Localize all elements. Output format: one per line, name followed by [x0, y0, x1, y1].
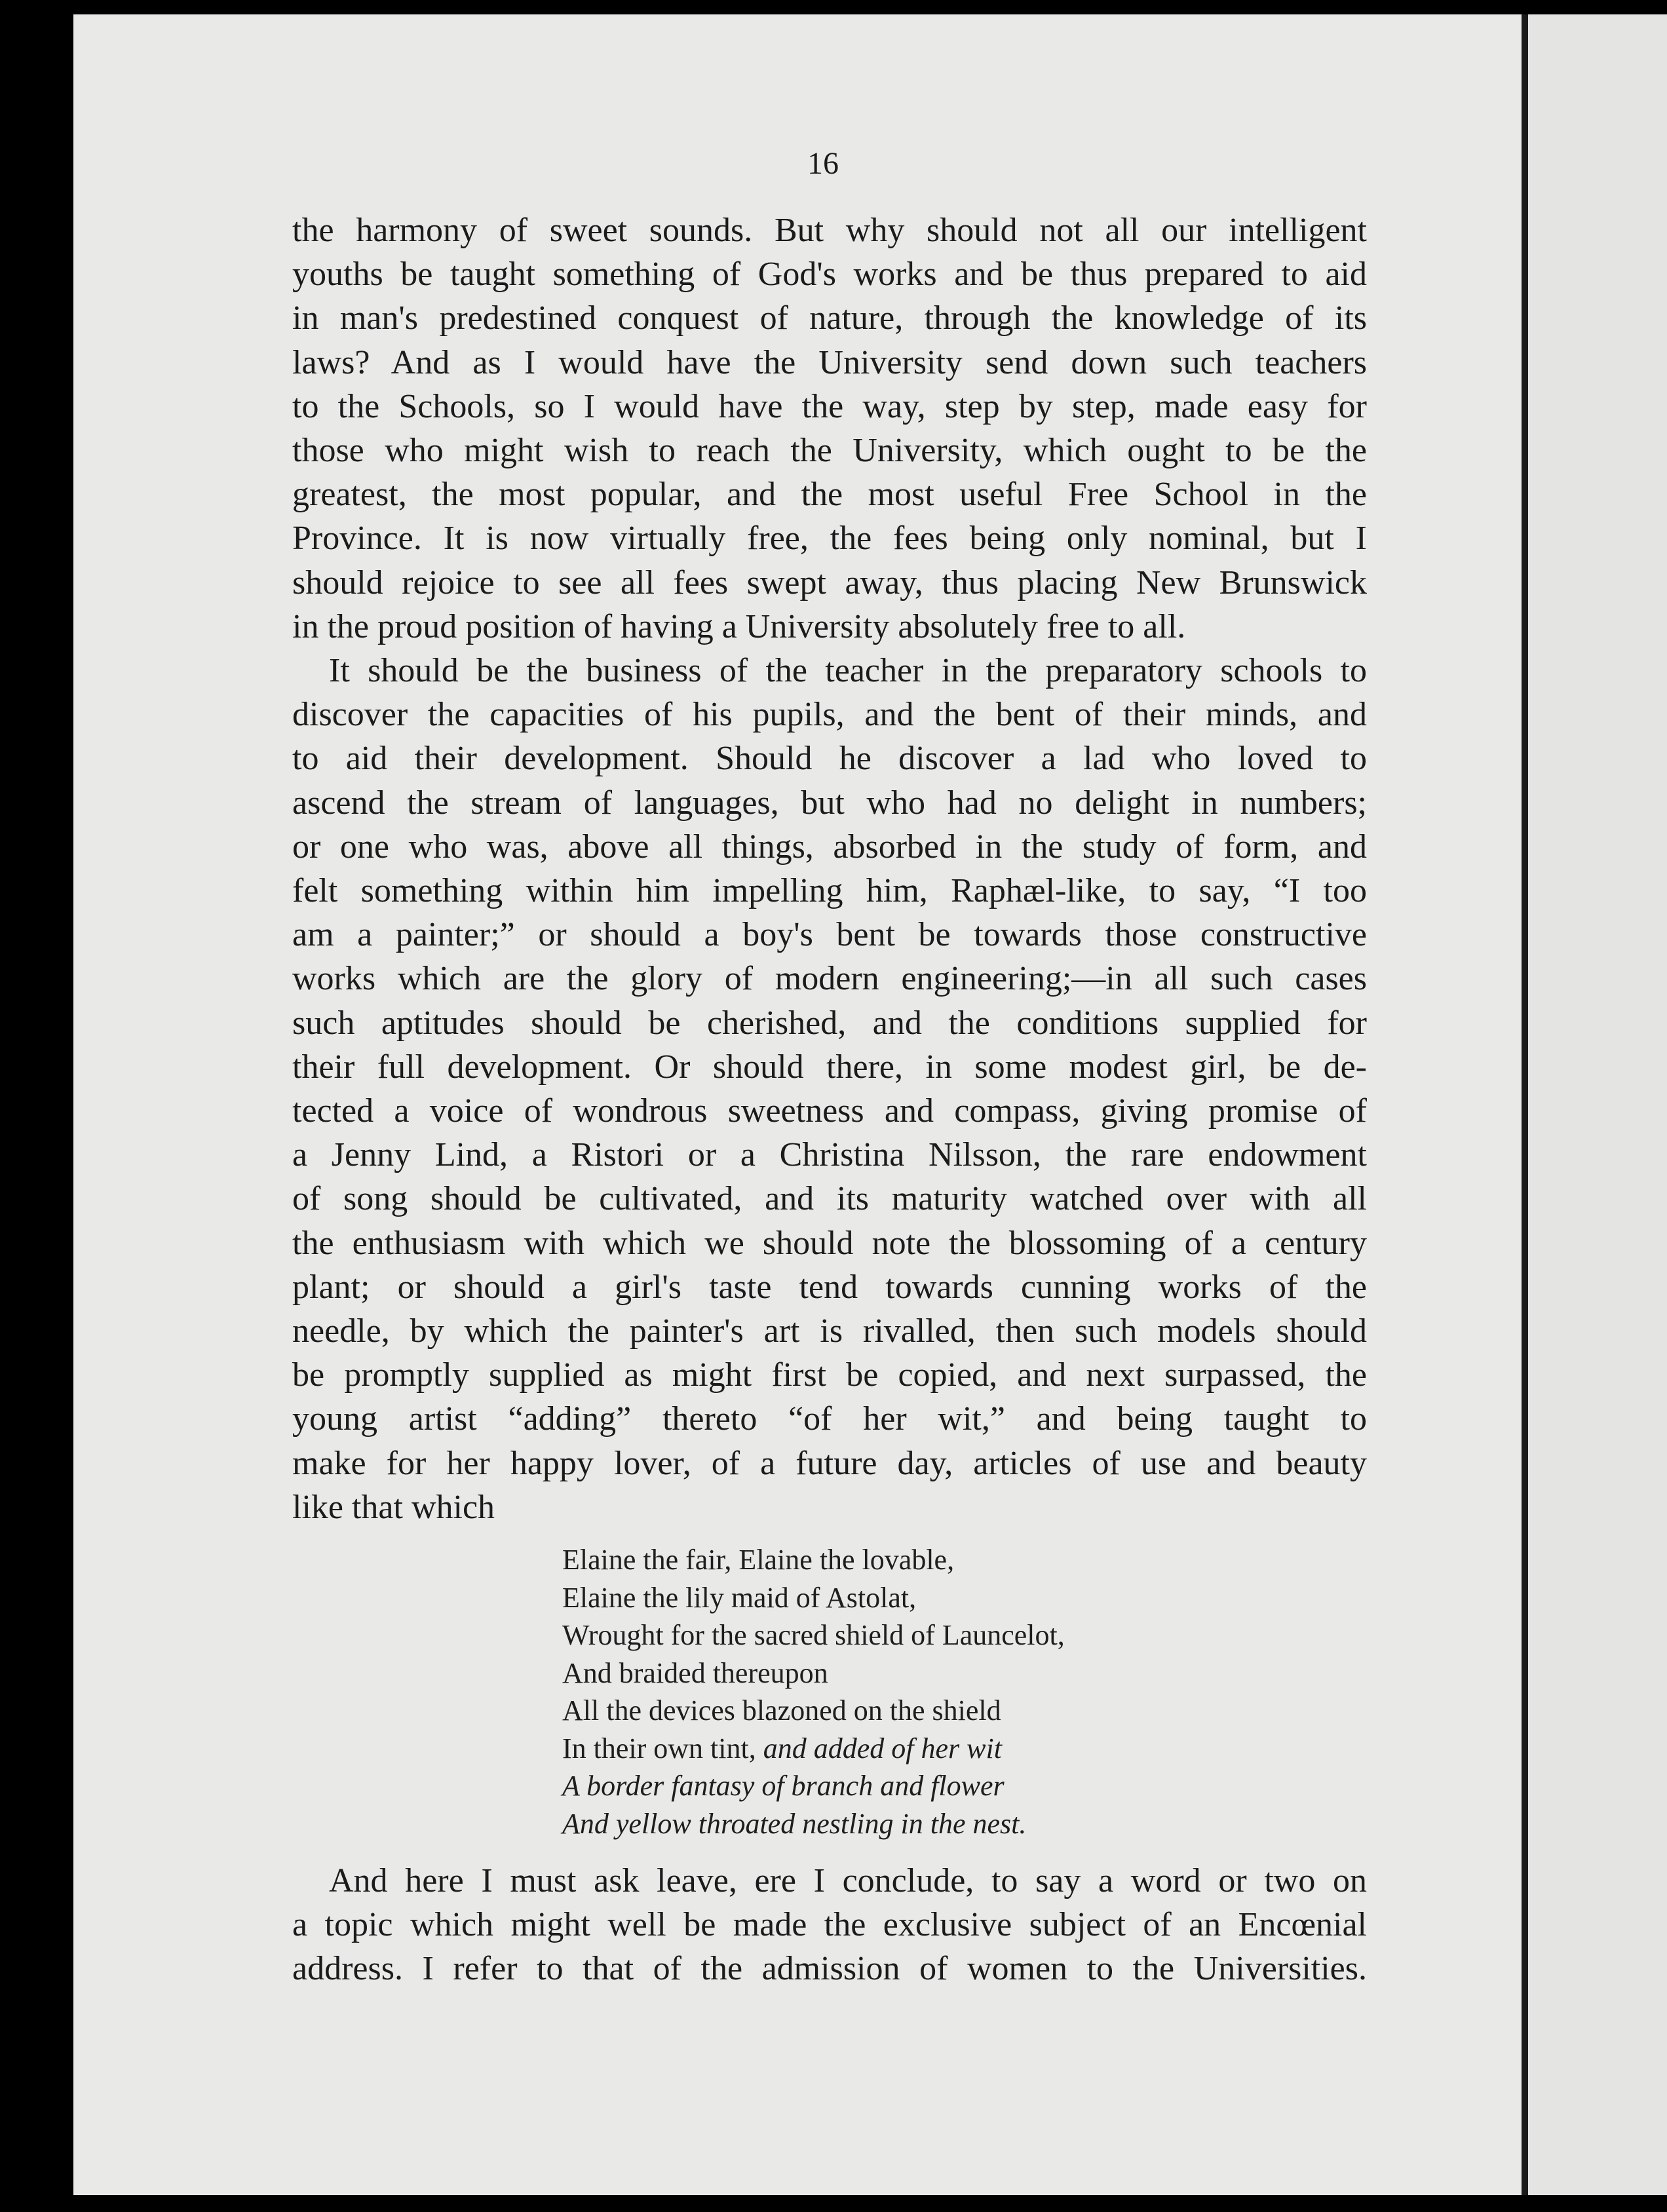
- verse-quotation: [562, 1541, 1065, 1842]
- text-line: to the Schools, so I would have the way, step by step, made easy for: [292, 387, 1367, 425]
- text-line: needle, by which the painter's art is rivalled, then such models should: [292, 1312, 1367, 1350]
- text-line: am a painter;” or should a boy's bent be towards those constructive: [292, 916, 1367, 954]
- verse-line-italic: A border fantasy of branch and flower: [562, 1770, 1005, 1802]
- text-line: the harmony of sweet sounds. But why should not all our intelligent: [292, 212, 1367, 249]
- text-line: a Jenny Lind, a Ristori or a Christina Nilsson, the rare endowment: [292, 1136, 1367, 1174]
- text-line: to aid their development. Should he discover a lad who loved to: [292, 740, 1367, 778]
- verse-line: Wrought for the sacred shield of Launcelot,: [562, 1619, 1065, 1651]
- text-line: felt something within him impelling him, Raphæl-like, to say, “I too: [292, 872, 1367, 910]
- verse-line-roman: In their own tint,: [562, 1732, 756, 1764]
- page-gutter: [1522, 14, 1528, 2195]
- paragraph-3: [292, 1859, 1367, 1991]
- text-line: or one who was, above all things, absorbed in the study of form, and: [292, 828, 1367, 866]
- paragraph-2: [292, 649, 1367, 1529]
- text-line: laws? And as I would have the University send down such teachers: [292, 343, 1367, 381]
- verse-line-italic: And yellow throated nestling in the nest.: [562, 1807, 1027, 1840]
- text-line: Province. It is now virtually free, the fees being only nominal, but I: [292, 520, 1367, 558]
- text-line: of song should be cultivated, and its maturity watched over with all: [292, 1180, 1367, 1218]
- text-line: should rejoice to see all fees swept away, thus placing New Brunswick: [292, 563, 1367, 601]
- text-line: greatest, the most popular, and the most useful Free School in the: [292, 476, 1367, 514]
- verse-line: And braided thereupon: [562, 1656, 828, 1689]
- text-line: a topic which might well be made the exclusive subject of an Encœnial: [292, 1906, 1367, 1944]
- text-line: And here I must ask leave, ere I conclude, to say a word or two on: [329, 1862, 1367, 1899]
- body-text: [292, 208, 1367, 1529]
- text-line: ascend the stream of languages, but who had no delight in numbers;: [292, 784, 1367, 822]
- page-number: 16: [807, 146, 839, 181]
- text-line: address. I refer to that of the admission of women to the Universities.: [292, 1950, 1367, 1988]
- text-line: young artist “adding” thereto “of her wit,” and being taught to: [292, 1400, 1367, 1438]
- verse-line: Elaine the fair, Elaine the lovable,: [562, 1544, 955, 1576]
- text-line: plant; or should a girl's taste tend towards cunning works of the: [292, 1268, 1367, 1306]
- text-line: tected a voice of wondrous sweetness and compass, giving promise of: [292, 1092, 1367, 1130]
- text-line: their full development. Or should there, in some modest girl, be de-: [292, 1048, 1367, 1086]
- verse-line: All the devices blazoned on the shield: [562, 1694, 1001, 1726]
- verse-line: [562, 1730, 1065, 1768]
- verse-line: Elaine the lily maid of Astolat,: [562, 1581, 917, 1614]
- verse-line-italic: and added of her wit: [763, 1732, 1002, 1764]
- text-line: works which are the glory of modern engineering;—in all such cases: [292, 960, 1367, 998]
- text-line: those who might wish to reach the University, which ought to be the: [292, 432, 1367, 470]
- text-line: make for her happy lover, of a future day, articles of use and beauty: [292, 1444, 1367, 1482]
- paragraph-1: [292, 208, 1367, 649]
- adjacent-page-edge: [1528, 14, 1667, 2195]
- text-line: discover the capacities of his pupils, and the bent of their minds, and: [292, 696, 1367, 734]
- text-line: in the proud position of having a University absolutely free to all.: [292, 607, 1186, 645]
- text-line: youths be taught something of God's works and be thus prepared to aid: [292, 256, 1367, 294]
- text-line: the enthusiasm with which we should note the blossoming of a century: [292, 1224, 1367, 1262]
- text-line: in man's predestined conquest of nature, through the knowledge of its: [292, 299, 1367, 337]
- text-line: like that which: [292, 1488, 495, 1526]
- text-line: be promptly supplied as might first be copied, and next surpassed, the: [292, 1356, 1367, 1394]
- text-line: It should be the business of the teacher in the preparatory schools to: [329, 652, 1367, 690]
- text-line: such aptitudes should be cherished, and the conditions supplied for: [292, 1004, 1367, 1042]
